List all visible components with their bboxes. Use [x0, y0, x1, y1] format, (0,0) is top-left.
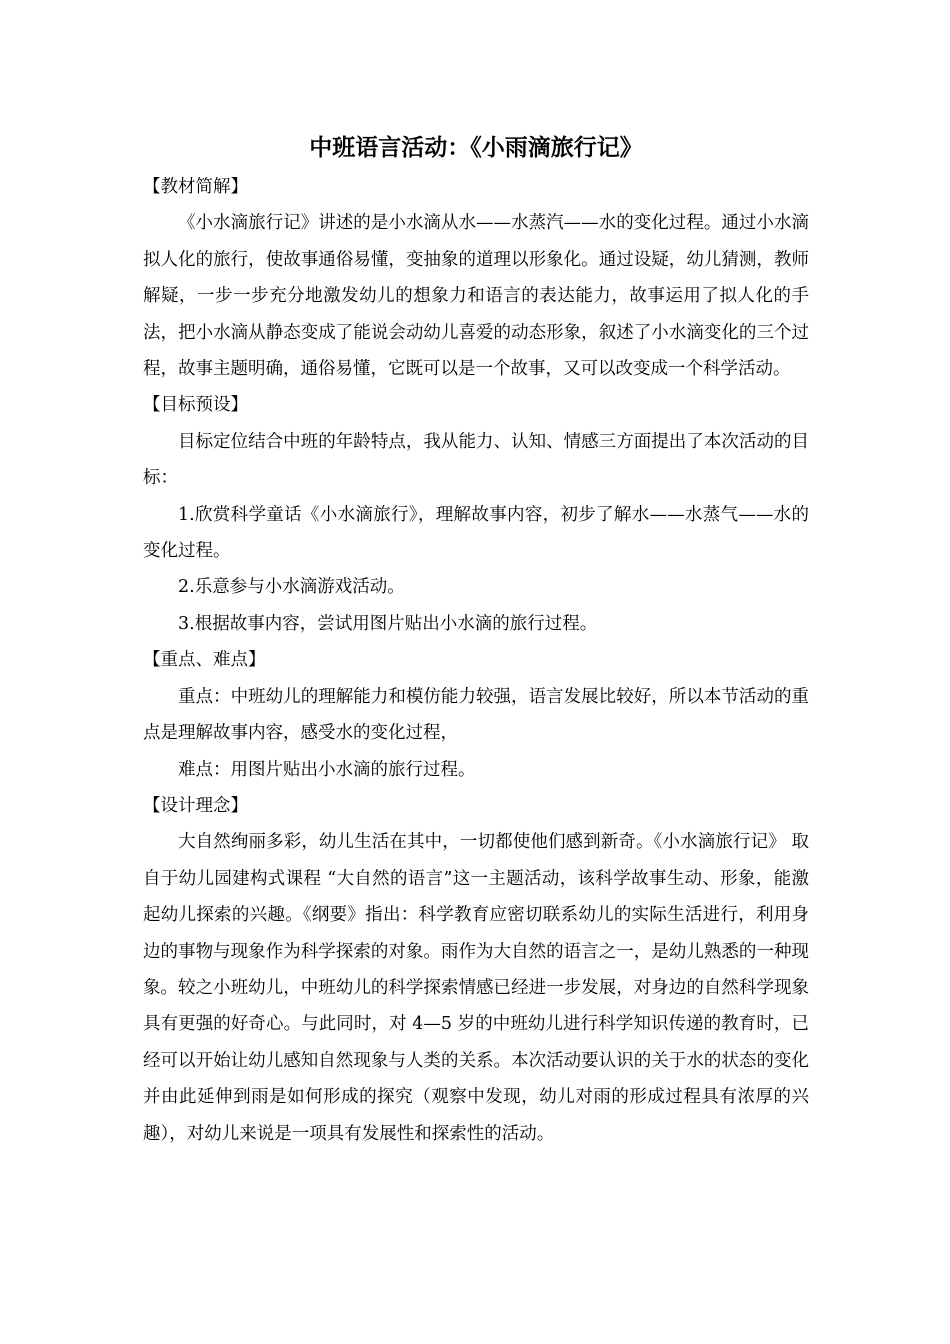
section-key-points	[143, 642, 809, 788]
document-page	[143, 129, 809, 1152]
section-heading: 【教材简解】	[143, 177, 248, 197]
section-heading: 【重点、难点】	[143, 650, 266, 671]
document-title: 中班语言活动：《小雨滴旅行记》	[309, 135, 643, 161]
body-paragraph: 《小水滴旅行记》讲述的是小水滴从水——水蒸汽——水的变化过程。通过小水滴拟人化的旅行，使故事通俗易懂，变抽象的道理以形象化。通过设疑，幼儿猜测，教师解疑，一步一步充分地激发幼儿的想象力和语言的表达能力，故事运用了拟人化的手法，把小水滴从静态变成了能说会动幼儿喜爱的动态形象，叙述了小水滴变化的三个过程，故事主题明确，通俗易懂，它既可以是一个故事，又可以改变成一个科学活动。	[143, 213, 809, 380]
section-heading: 【目标预设】	[143, 395, 248, 416]
section-materials-overview	[143, 169, 809, 387]
difficulty-paragraph: 难点：用图片贴出小水滴的旅行过程。	[178, 759, 476, 780]
body-paragraph: 目标定位结合中班的年龄特点，我从能力、认知、情感三方面提出了本次活动的目标：	[143, 431, 809, 489]
body-paragraph: 大自然绚丽多彩，幼儿生活在其中，一切都使他们感到新奇。《小水滴旅行记》 取自于幼儿园建构式课程 “大自然的语言”这一主题活动，该科学故事生动、形象，能激起幼儿探索的兴趣。《纲要》指出：科学教育应密切联系幼儿的实际生活进行，利用身边的事物与现象作为科学探索的对象。雨作为大自然的语言之一，是幼儿熟悉的一种现象。较之小班幼儿，中班幼儿的科学探索情感已经进一步发展，对身边的自然科学现象 具有更强的好奇心。与此同时，对 4—5 岁的中班幼儿进行科学知识传递的教育时，已经可以开始让幼儿感知自然现象与人类的关系。本次活动要认识的关于水的状态的变化并由此延伸到雨是如何形成的探究（观察中发现，幼儿对雨的形成过程具有浓厚的兴趣），对幼儿来说是一项具有发展性和探索性的活动。	[143, 832, 809, 1144]
objective-item: 1.欣赏科学童话《小水滴旅行》，理解故事内容，初步了解水——水蒸气——水的变化过程。	[143, 504, 809, 562]
key-point-paragraph: 重点：中班幼儿的理解能力和模仿能力较强，语言发展比较好，所以本节活动的重点是理解故事内容，感受水的变化过程，	[143, 686, 809, 744]
section-design-concept	[143, 788, 809, 1152]
section-objectives	[143, 387, 809, 642]
objective-item: 2.乐意参与小水滴游戏活动。	[178, 577, 405, 598]
objective-item: 3.根据故事内容，尝试用图片贴出小水滴的旅行过程。	[178, 613, 598, 634]
section-heading: 【设计理念】	[143, 795, 248, 816]
